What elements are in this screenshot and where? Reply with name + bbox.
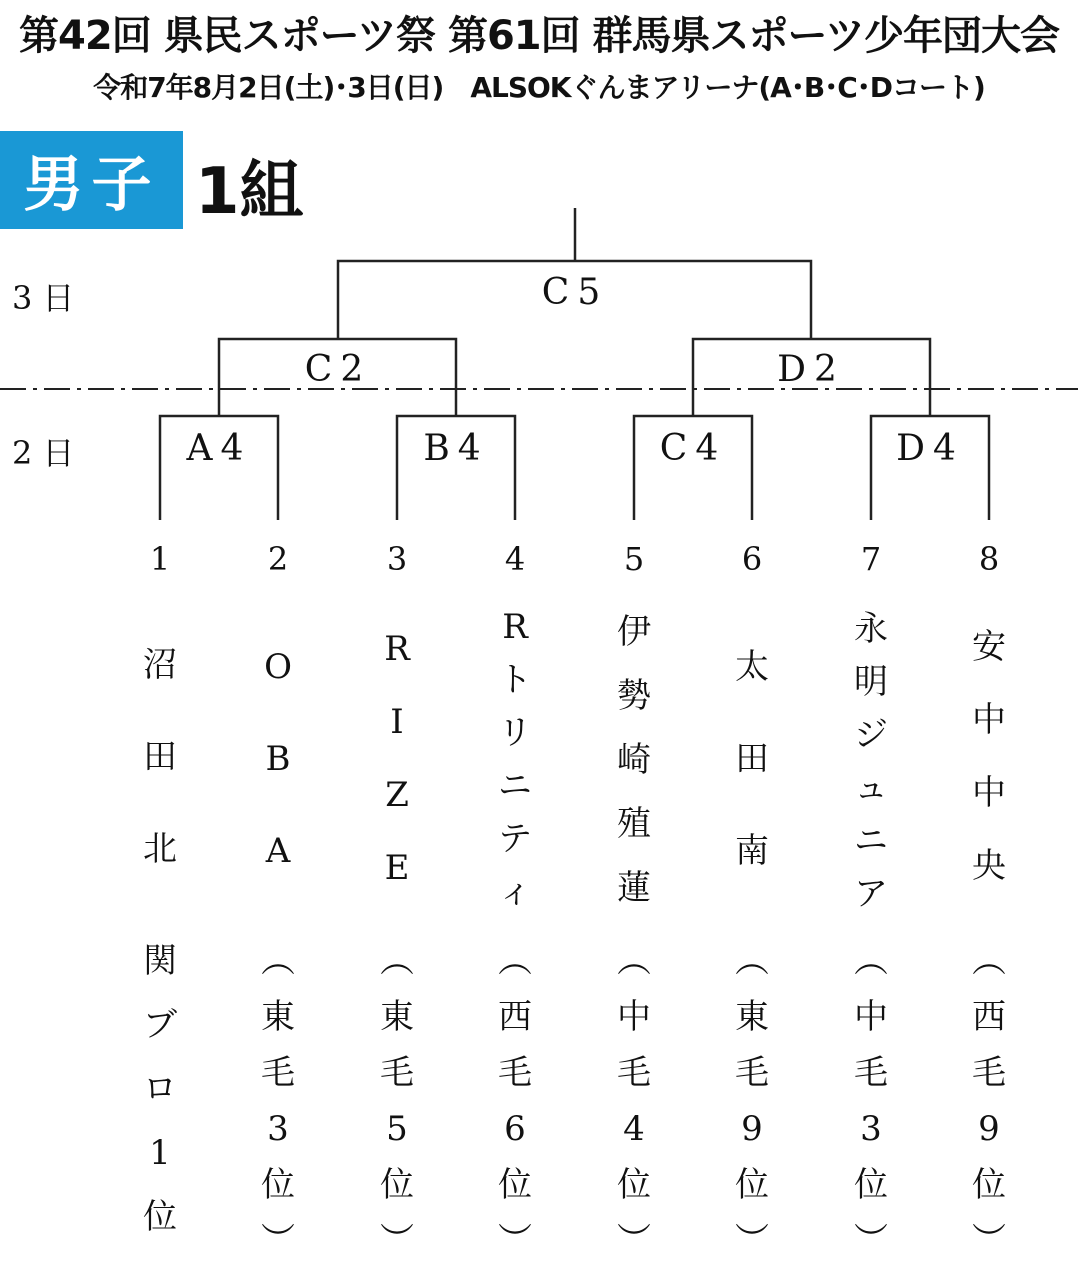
team-char: 関: [143, 941, 177, 981]
team-char: 明: [854, 662, 888, 702]
match-final: C5: [541, 272, 609, 313]
team-char: E: [384, 848, 410, 888]
team-char: ︶: [735, 1221, 769, 1261]
team-char: 9: [741, 1109, 763, 1149]
team-char: ュ: [854, 768, 888, 808]
team-char: ︶: [854, 1221, 888, 1261]
team-char: 東: [735, 997, 769, 1037]
team-char: ︵: [261, 941, 295, 981]
team-char: A: [265, 831, 291, 871]
seed-8: 8: [978, 540, 1000, 578]
team-char: 南: [735, 831, 769, 871]
match-semi-left: C2: [304, 349, 372, 390]
team-char: ト: [498, 660, 532, 700]
team-char: 蓮: [617, 868, 651, 908]
team-char: 央: [972, 846, 1006, 886]
team-char: ア: [854, 874, 888, 914]
team-char: ︵: [617, 941, 651, 981]
team-char: 中: [972, 773, 1006, 813]
team-char: 北: [143, 829, 177, 869]
team-char: 伊: [617, 612, 651, 652]
team-char: I: [390, 702, 404, 742]
team-char: 勢: [617, 676, 651, 716]
seed-7: 7: [860, 540, 882, 578]
team-char: 東: [380, 997, 414, 1037]
team-char: 1: [149, 1133, 171, 1173]
team-char: ︵: [854, 941, 888, 981]
team-char: 3: [860, 1109, 882, 1149]
team-char: 位: [498, 1165, 532, 1205]
match-q3: C4: [659, 428, 727, 469]
team-char: ニ: [498, 766, 532, 806]
team-char: 位: [854, 1165, 888, 1205]
team-char: 安: [972, 627, 1006, 667]
team-char: ブ: [143, 1005, 177, 1045]
team-char: 西: [972, 997, 1006, 1037]
team-char: 田: [735, 739, 769, 779]
team-char: Z: [385, 775, 409, 815]
team-char: ︵: [735, 941, 769, 981]
team-char: リ: [498, 713, 532, 753]
team-char: 毛: [498, 1053, 532, 1093]
team-char: 毛: [617, 1053, 651, 1093]
team-char: 位: [143, 1197, 177, 1237]
team-char: テ: [498, 819, 532, 859]
team-char: ︶: [498, 1221, 532, 1261]
seed-2: 2: [267, 540, 289, 578]
team-char: ︵: [972, 941, 1006, 981]
team-char: 中: [972, 700, 1006, 740]
event-subtitle: 令和7年8月2日(土)･3日(日) ALSOKぐんまアリーナ(A･B･C･Dコート): [93, 71, 985, 104]
match-q4: D4: [896, 428, 964, 469]
team-char: ︶: [380, 1221, 414, 1261]
team-char: 位: [972, 1165, 1006, 1205]
page-title: 第42回 県民スポーツ祭 第61回 群馬県スポーツ少年団大会: [19, 13, 1059, 59]
team-char: 中: [854, 997, 888, 1037]
team-char: 毛: [854, 1053, 888, 1093]
seed-5: 5: [623, 540, 645, 578]
day-3-label: 3日: [12, 279, 85, 317]
team-char: 田: [143, 737, 177, 777]
team-char: 3: [267, 1109, 289, 1149]
team-char: 位: [380, 1165, 414, 1205]
team-char: 位: [735, 1165, 769, 1205]
team-char: 毛: [972, 1053, 1006, 1093]
team-char: 沼: [143, 645, 177, 685]
team-char: 東: [261, 997, 295, 1037]
team-char: ︵: [380, 941, 414, 981]
team-char: 5: [386, 1109, 408, 1149]
team-char: ︶: [617, 1221, 651, 1261]
match-q1: A4: [186, 428, 252, 469]
category-badge: 男子: [0, 131, 183, 229]
team-char: 西: [498, 997, 532, 1037]
team-char: ニ: [854, 821, 888, 861]
team-char: B: [265, 739, 291, 779]
team-char: 殖: [617, 804, 651, 844]
team-char: R: [384, 629, 410, 669]
team-char: 崎: [617, 740, 651, 780]
team-char: 9: [978, 1109, 1000, 1149]
team-char: 毛: [735, 1053, 769, 1093]
team-char: ジ: [854, 715, 888, 755]
team-char: ︵: [498, 941, 532, 981]
team-char: 永: [854, 609, 888, 649]
team-char: 毛: [261, 1053, 295, 1093]
seed-6: 6: [741, 540, 763, 578]
team-char: O: [264, 647, 292, 687]
team-char: 中: [617, 997, 651, 1037]
team-char: R: [502, 607, 528, 647]
team-char: 太: [735, 647, 769, 687]
team-char: 位: [261, 1165, 295, 1205]
team-char: 6: [504, 1109, 526, 1149]
group-title: 1組: [195, 155, 304, 229]
match-q2: B4: [423, 428, 489, 469]
team-char: ︶: [972, 1221, 1006, 1261]
team-char: ロ: [143, 1069, 177, 1109]
seed-4: 4: [504, 540, 526, 578]
team-char: ︶: [261, 1221, 295, 1261]
team-char: 4: [623, 1109, 645, 1149]
day-2-label: 2日: [12, 434, 85, 472]
match-semi-right: D2: [777, 349, 845, 390]
team-char: ィ: [498, 872, 532, 912]
seed-1: 1: [149, 540, 171, 578]
seed-3: 3: [386, 540, 408, 578]
team-char: 毛: [380, 1053, 414, 1093]
team-char: 位: [617, 1165, 651, 1205]
